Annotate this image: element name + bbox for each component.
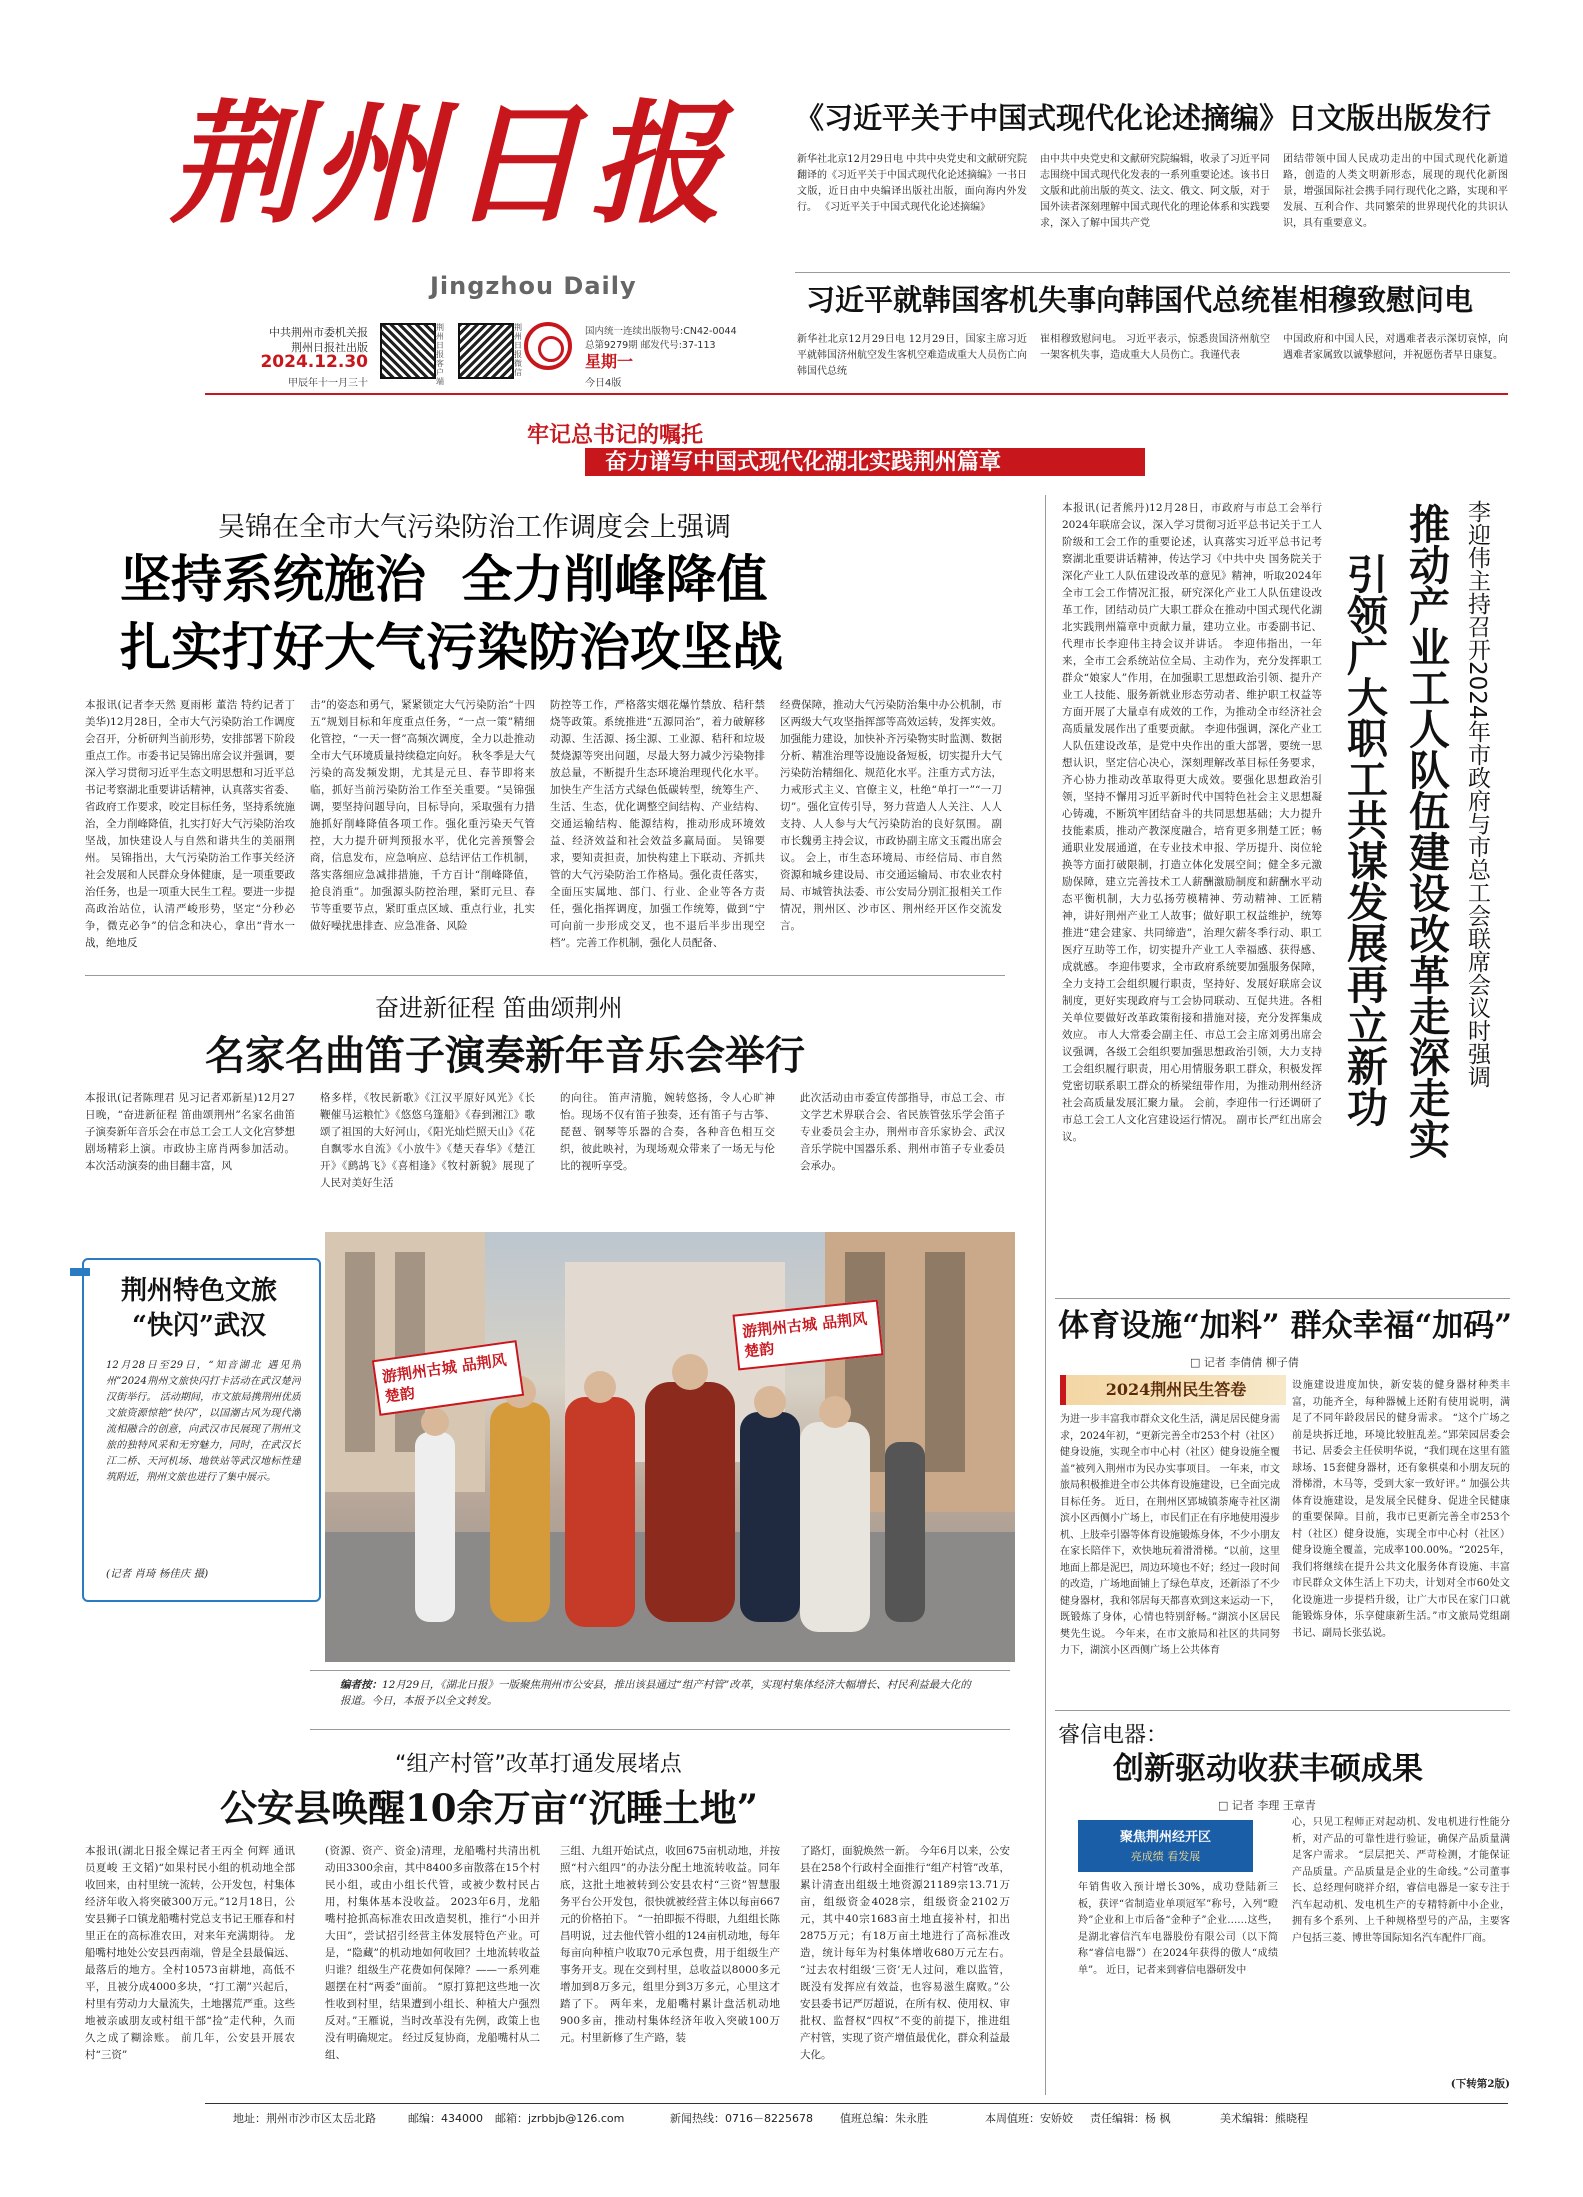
lead-bottom-divider [85,975,1005,976]
footer-responsible-editor: 责任编辑：杨 枫 [1090,2112,1171,2125]
gongan-col1: 本报讯(湖北日报全媒记者王丙全 何辉 通讯员夏峻 王文韬)“如果村民小组的机动地全部收回来，由村里统一流转，公开发包，村集体经济年收入将突破300万元。”12月18日，公安县狮子口镇龙船嘴村党总支书记王雁春和村里正在的高标准农田，对来年充满期待。 龙船嘴村地处公安县西南端，曾是全县最偏远、最落后的地方。全村10573亩耕地，高低不平，且被分成4000多块，“打工潮”兴起后，村里有劳动力大量流失，土地撂荒严重。这些地被亲戚朋友或村组干部“捡”走代种，久而久之成了糊涂账。 前几年，公安县开展农村“三资” [85,1845,295,2061]
top-story2-col2: 崔相穆致慰问电。 习近平表示，惊悉贵国济州航空一架客机失事，造成重大人员伤亡。我谨代表 [1040,334,1270,361]
footer-email: 邮箱：jzrbbjb@126.com [495,2112,625,2125]
sports-badge-text: 2024荆州民生答卷 [1105,1380,1247,1399]
ruixin-byline: □ 记者 李理 王章青 [1218,1799,1316,1812]
culture-box [82,1258,321,1602]
top-story2-headline: 习近平就韩国客机失事向韩国代总统崔相穆致慰问电 [806,283,1474,317]
top-story1-col1: 新华社北京12月29日电 中共中央党史和文献研究院翻译的《习近平关于中国式现代化论述摘编》一书日文版，近日由中央编译出版社出版，面向海内外发行。 《习近平关于中国式现代化论述摘编》 [797,154,1027,213]
qr-code-wechat-label: 荆州日报微信 [514,323,522,377]
culture-text: 12月28日至29日，“知音湖北 遇见荆州”2024荆州文旅快闪打卡活动在武汉楚河汉街举行。 活动期间，市文旅局携荆州优质文旅资源惊艳“快闪”，以国潮古风为现代潮流相融合的创意，向武汉市民展现了荆州文旅的独特风采和无穷魅力，同时，在武汉长江二桥、天河机场、地铁站等武汉地标性建筑附近，荆州文旅也进行了集中展示。 [106,1360,301,1483]
weekday: 星期一 [585,352,634,371]
footer-rule [205,2103,1508,2104]
music-col3: 的向往。 笛声清脆，婉转悠扬，令人心旷神怡。现场不仅有笛子独奏，还有笛子与古筝、琵琶、钢琴等乐器的合奏，各种音色相互交织，彼此映衬，为现场观众带来了一场无与伦比的视听享受。 [560,1092,775,1172]
culture-box-accent [70,1268,90,1276]
gongan-col2: (资源、资产、资金)清理，龙船嘴村共清出机动田3300余亩，其中8400多亩散落在15个村民小组，或由小组长代管，或被少数村民占用，村集体基本没收益。 2023年6月，龙船嘴村抢抓高标准农田改造契机，推行“小田并大田”，尝试招引经营主体发展特色产业。可是，“隐藏”的机动地如何收回？土地流转收益归谁？组级生产花费如何保障？——一系列难题摆在村“两委”面前。 “原打算把这些地一次性收到村里，结果遭到小组长、种植大户强烈反对。”王雁说，当时改革没有先例，政策上也没有明确规定。 经过反复协商，龙船嘴村从二组、 [325,1845,540,2061]
footer-postcode: 邮编：434000 [408,2112,483,2125]
footer-duty-editor: 值班总编：朱永胜 [840,2112,928,2125]
ruixin-badge-line2: 亮成绩 看发展 [1130,1850,1201,1863]
sports-col2: 设施建设进度加快，新安装的健身器材种类丰富，功能齐全，每种器械上还附有使用说明，满足了不同年龄段居民的健身需求。 “这个广场之前是块拆迁地，环境比较脏乱差。”郢荣园居委会书记、居委会主任侯明华说，“我们现在这里有篮球场、15套健身器材，还有象棋桌和小朋友玩的滑梯滑，木马等，受到大家一致好评。” 加强公共体育设施建设，是发展全民健身、促进全民健康的重要保障。目前，我市已更新完善全市253个村（社区）健身设施，实现全市中心村（社区）健身设施全覆盖，完成率100.00%。“2025年，我们将继续在提升公共文化服务体育设施、丰富市民群众文体生活上下功夫，计划对全市60处文化设施进一步提档升级，让广大市民在家门口就能锻炼身体，乐享健康新生活。”市文旅局党组副书记、副局长张弘说。 [1292,1380,1510,1639]
lead-col1: 本报讯(记者李天然 夏雨彬 董浩 特约记者丁美华)12月28日，全市大气污染防治工作调度会召开，分析研判当前形势，安排部署下阶段重点工作。市委书记吴锦出席会议并强调，要深入学习贯彻习近平生态文明思想和习近平总书记考察湖北重要讲话精神，认真落实省委、省政府工作要求，咬定目标任务，坚持系统施治，全力削峰降值，扎实打好大气污染防治攻坚战，加快建设人与自然和谐共生的美丽荆州。 吴锦指出，大气污染防治工作事关经济社会发展和人民群众身体健康，是一项重要政治任务，也是一项重大民生工程。要进一步提高政治站位，认清严峻形势，坚定“分秒必争，微克必争”的信念和决心，拿出“背水一战，绝地反 [85,699,295,949]
sports-headline: 体育设施“加料” 群众幸福“加码” [1058,1308,1513,1344]
music-col1: 本报讯(记者陈理君 见习记者邓新星)12月27日晚，“奋进新征程 笛曲颂荆州”名家名曲笛子演奏新年音乐会在市总工会工人文化宫梦想剧场精彩上演。市政协主席肖两参加活动。 本次活动演奏的曲目翻丰富，风 [85,1092,295,1172]
lunar-date: 甲辰年十一月三十 [288,378,368,389]
photo-sign-right: 游荆州古城 品荆风楚韵 [732,1300,883,1371]
newspaper-logo [524,322,572,370]
masthead-title: 荆州日报 [170,87,730,242]
lead-col3: 防控等工作，严格落实烟花爆竹禁放、秸秆禁烧等政策。系统推进“五源同治”，着力破解移动源、生活源、扬尘源、工业源、秸秆和垃圾焚烧源等突出问题，尽最大努力减少污染物排放总量，不断提升生态环境治理现代化水平。加快生产生活方式绿色低碳转型，统筹生产、生活、生态，优化调整空间结构、产业结构、交通运输结构、能源结构，推动形成环境效益、经济效益和社会效益多赢局面。 吴锦要求，要知责担责，加快构建上下联动、齐抓共管的大气污染防治工作格局。强化责任落实，全面压实属地、部门、行业、企业等各方责任，强化指挥调度，加强工作统筹，做到“宁可向前一步形成交叉，也不退后半步出现空档”。完善工作机制，强化人员配备、 [550,699,765,949]
music-headline: 名家名曲笛子演奏新年音乐会举行 [205,1032,805,1079]
issue-number-line: 总第9279期 邮发代号:37-113 [585,340,716,351]
union-text: 本报讯(记者熊丹)12月28日，市政府与市总工会举行2024年联席会议，深入学习贯彻习近平总书记关于工人阶级和工会工作的重要论述，认真落实习近平总书记考察湖北重要讲话精神，传达学习《中共中央 国务院关于深化产业工人队伍建设改革的意见》精神，听取2024年全市工会工作情况汇报，研究深化产业工人队伍建设改革工作，团结动员广大职工群众在推动中国式现代化湖北实践荆州篇章中贡献力量，建功立业。市委副书记、代理市长李迎伟主持会议并讲话。 李迎伟指出，一年来，全市工会系统站位全局、主动作为，充分发挥职工群众“娘家人”作用，在加强职工思想政治引领、提升产业工人技能、服务新就业形态劳动者、维护职工权益等方面开展了大量卓有成效的工作，为推动全市经济社会高质量发展作出了重要贡献。 李迎伟强调，深化产业工人队伍建设改革，是党中央作出的重大部署，要统一思想认识，坚定信心决心，深刻理解改革目标任务要求，齐心协力推动改革取得更大成效。要强化思想政治引领，坚持不懈用习近平新时代中国特色社会主义思想凝心铸魂，不断筑牢团结奋斗的共同思想基础；大力提升技能素质，推动产教深度融合，培育更多荆楚工匠；畅通职业发展通道，在专业技术申报、学历提升、岗位轮换等方面打破限制，打造立体化发展空间；健全多元激励保障，建立完善技术工人薪酬激励制度和薪酬水平动态平衡机制，大力弘扬劳模精神、劳动精神、工匠精神，讲好荆州产业工人故事；做好职工权益维护，统筹推进“建会建家、共同缔造”，治理欠薪冬季行动、职工医疗互助等工作，切实提升产业工人幸福感、获得感、成就感。 李迎伟要求，全市政府系统要加强服务保障，全力支持工会组织履行职责，坚持好、发展好联席会议制度，更好实现政府与工会协同联动、互促共进。各相关单位要做好改革政策衔接和措施对接，充分发挥集成效应。 市人大常委会副主任、市总工会主席刘勇出席会议强调，各级工会组织要加强思想政治引领，大力支持工会组织履行职责，用心用情服务职工群众，积极发挥党密切联系职工群众的桥梁纽带作用，为推动荆州经济社会高质量发展汇聚力量。 会前，李迎伟一行还调研了市总工会工人文化宫建设运行情况。 副市长严红出席会议。 [1062,502,1322,1143]
gongan-col4: 了路灯，面貌焕然一新。 今年6月以来，公安县在258个行政村全面推行“组产村管”改革，累计清查出组级土地资源21189宗13.71万亩，组级资金4028宗，组级资金2102万元，其中40宗1683亩土地直接补村，扣出2875万元；有18万亩土地进行了高标准改造，统计每年为村集体增收680万元左右。 “过去农村组级‘三资’无人过问，难以监管，既没有发挥应有效益，也容易滋生腐败。”公安县委书记严厉超说，在所有权、使用权、审批权、监督权“四权”不变的前提下，推进组产村管，实现了资产增值最优化，群众利益最大化。 [800,1845,1010,2061]
footer [205,2108,1508,2130]
culture-title2: “快闪”武汉 [132,1311,266,1341]
top-story1-col3: 团结带领中国人民成功走出的中国式现代化新道路，创造的人类文明新形态，展现的现代化新图景，增强国际社会携手同行现代化之路，实现和平发展、互利合作、共同繁荣的世界现代化的共识认识，具有重要意义。 [1283,154,1508,229]
footer-weekly-duty: 本周值班：安娇姣 [985,2112,1073,2125]
top-story1-headline: 《习近平关于中国式现代化论述摘编》日文版出版发行 [795,101,1492,135]
music-col2: 格多样，《牧民新歌》《江汉平原好风光》《长鞭催马运粮忙》《悠悠乌篷船》《春到湘江》歌颂了祖国的大好河山，《阳光灿烂照天山》《花自飘零水自流》《小放牛》《楚天春华》《楚江开》《鹧鸪飞》《喜相逢》《牧村新貌》展现了人民对美好生活 [320,1092,535,1189]
publisher-line1: 中共荆州市委机关报 [269,326,368,339]
ruixin-badge-line1: 聚焦荆州经开区 [1119,1830,1211,1845]
lead-kicker: 吴锦在全市大气污染防治工作调度会上强调 [218,512,731,543]
top-story1-col2: 由中共中央党史和文献研究院编辑，收录了习近平同志围绕中国式现代化发表的一系列重要论述。该书日文版和此前出版的英文、法文、俄文、阿文版，对于国外读者深刻理解中国式现代化的理论体系和实践要求，深入了解中国共产党 [1040,154,1270,229]
lead-col2: 击”的姿态和勇气，紧紧锁定大气污染防治“十四五”规划目标和年度重点任务，“一点一策”精细化管控，“一天一督”高频次调度，全力以赴推动全市大气环境质量持续稳定向好。 秋冬季是大气污染的高发频发期，尤其是元旦、春节即将来临，抓好当前污染防治工作至关重要。“吴锦强调，要坚持问题导向，目标导向，采取强有力措施抓好削峰降值各项工作。强化重污染天气管控，大力提升研判预报水平，优化完善预警会商，信息发布，应急响应、总结评估工作机制，落实落细应急减排措施，千方百计“削峰降值，抢良消重”。加强源头防控治理，紧盯元旦、春节等重要节点，紧盯重点区域、重点行业，扎实做好噪扰患排查、应急准备、风险 [310,699,535,932]
issue-date: 2024.12.30 [260,352,368,372]
qr-code-wechat [458,323,514,379]
editor-note-box [310,1670,1010,1730]
pages-today: 今日4版 [585,378,622,389]
culture-byline: (记者 肖琦 杨佳庆 摄) [106,1568,209,1580]
photo-sign-left: 游荆州古城 品荆风楚韵 [372,1340,524,1416]
music-col4: 此次活动由市委宣传部指导，市总工会、市文学艺术界联合会、省民族管弦乐学会笛子专业委员会主办，荆州市音乐家协会、武汉音乐学院中国器乐系、荆州市笛子专业委员会承办。 [800,1092,1005,1172]
gongan-col3: 三组、九组开始试点，收回675亩机动地，并按照“村六组四”的办法分配土地流转收益。同年底，这批土地被转到公安县农村“三资”智慧服务平台公开发包，很快就被经营主体以每亩667元的价格拍下。 “一拍即振不得眼，九组组长陈昌明说，过去他代管小组的124亩机动地，每年每亩向种植户收取70元承包费，用于组级生产事务开支。现在交到村里，总收益以8000多元增加到8万多元，组里分到3万多元，心里这才踏了下。 两年来，龙船嘴村累计盘活机动地900多亩，推动村集体经济年收入突破100万元。村里新修了生产路，装 [560,1845,780,2044]
gongan-kicker: “组产村管”改革打通发展堵点 [395,1752,682,1777]
banner-line2: 奋力谱写中国式现代化湖北实践荆州篇章 [605,449,1002,475]
gongan-headline: 公安县唤醒10余万亩“沉睡土地” [220,1786,759,1830]
publisher-line2: 荆州日报社出版 [291,341,368,354]
footer-hotline: 新闻热线：0716－8225678 [670,2112,813,2125]
ruixin-col1: 年销售收入预计增长30%，成功登陆新三板，获评“省制造业单项冠军”称号，入列“瞪羚”企业和上市后备“金种子”企业……这些，是湖北睿信汽车电器股份有限公司（以下简称“睿信电器”）在2024年获得的傲人“成绩单”。 近日，记者来到睿信电器研发中 [1078,1882,1278,1976]
union-headline2: 引领广大职工共谋发展再立新功 [1340,553,1388,1127]
ruixin-kicker: 睿信电器： [1058,1723,1169,1748]
top-story2-col1: 新华社北京12月29日电 12月29日，国家主席习近平就韩国济州航空发生客机空难造成重大人员伤亡向韩国代总统 [797,334,1027,377]
union-bottom-divider [1055,1298,1510,1299]
lead-col4: 经费保障，推动大气污染防治集中办公机制，市区两级大气攻坚指挥部等高效运转，发挥实效。加强能力建设，加快补齐污染物实时监测、数据分析、精准治理等设施设备短板，切实提升大气污染防治精细化、规范化水平。注重方式方法，力戒形式主义、官僚主义，杜绝“单打一”“一刀切”。强化宣传引导，努力营造人人关注、人人支持、人人参与大气污染防治的良好氛围。 副市长魏勇主持会议，市政协副主席文玉霞出席会议。 会上，市生态环境局、市经信局、市自然资源和城乡建设局、市交通运输局、市农业农村局、市城管执法委、市公安局分别汇报相关工作情况，荆州区、沙市区、荆州经开区作交流发言。 [780,699,1002,932]
masthead-rule [205,393,1508,395]
publisher [258,325,368,355]
lead-headline2: 扎实打好大气污染防治攻坚战 [120,619,784,678]
union-headline1: 推动产业工人队伍建设改革走深走实 [1402,503,1450,1159]
parade-scene [325,1232,1015,1662]
qr-code-app [380,323,436,379]
qr-code-app-label: 荆州日报客户端 [436,323,444,386]
sports-byline: □ 记者 李倩倩 柳子倩 [1190,1356,1299,1369]
right-col-divider [1045,495,1046,2095]
culture-title1: 荆州特色文旅 [120,1276,277,1306]
masthead-title-en: Jingzhou Daily [430,272,637,300]
editor-note [340,1677,980,1709]
music-kicker: 奋进新征程 笛曲颂荆州 [375,994,623,1022]
union-kicker: 李迎伟主持召开2024年市政府与市总工会联席会议时强调 [1464,500,1490,1088]
ruixin-continued: (下转第2版) [1450,2078,1510,2090]
lead-headline1: 坚持系统施治 全力削峰降值 [120,551,768,610]
ruixin-headline: 创新驱动收获丰硕成果 [1113,1751,1423,1787]
editor-note-text: 12月29日，《湖北日报》一版聚焦荆州市公安县，推出该县通过“组产村管”改革，实现村集体经济大幅增长、村民利益最大化的报道。今日，本报予以全文转发。 [340,1679,971,1707]
editor-note-label: 编者按： [340,1679,382,1691]
footer-address: 地址：荆州市沙市区太岳北路 [233,2112,376,2125]
sports-badge [1060,1375,1286,1405]
banner [505,418,1145,478]
sports-bottom-divider [1055,1710,1510,1711]
ruixin-badge [1078,1820,1253,1872]
issn-line: 国内统一连续出版物号:CN42-0044 [585,326,737,337]
banner-line1: 牢记总书记的嘱托 [527,422,704,448]
ruixin-col2: 心，只见工程师正对起动机、发电机进行性能分析，对产品的可靠性进行验证，确保产品质量满足客户需求。 “层层把关、严苛检测，才能保证产品质量。产品质量是企业的生命线。”公司董事长、总经理何晓祥介绍，睿信电器是一家专注于汽车起动机、发电机生产的专精特新中小企业，拥有多个系列、上千种规格型号的产品，主要客户包括三菱、博世等国际知名汽车配件厂商。 [1292,1817,1510,1944]
top-story-divider [795,272,1510,273]
sports-col1: 为进一步丰富我市群众文化生活，满足居民健身需求，2024年初，“更新完善全市253个村（社区）健身设施，实现全市中心村（社区）健身设施全覆盖”被列入荆州市为民办实事项目。 一年来，市文旅局积极推进全市公共体育设施建设，已全面完成目标任务。 近日，在荆州区郢城镇荼庵寺社区湖滨小区西侧小广场上，市民们正在有序地使用漫步机、上肢牵引器等体育设施锻炼身体，不少小朋友在家长陪伴下，欢快地玩着滑滑梯。“以前，这里地面上都是泥巴，周边环境也不好；经过一段时间的改造，广场地面铺上了绿色草皮，还新添了不少健身器材，我和邻居每天都喜欢到这来运动一下，既锻炼了身体，心情也特别舒畅。”湖滨小区居民樊先生说。 今年来，在市文旅局和社区的共同努力下，湖滨小区西侧广场上公共体育 [1060,1414,1280,1656]
top-story2-col3: 中国政府和中国人民，对遇难者表示深切哀悼，向遇难者家属致以诚挚慰问，并祝愿伤者早日康复。 [1283,334,1508,361]
footer-art-editor: 美术编辑：熊晓程 [1220,2112,1308,2125]
parade-photo [325,1232,1015,1662]
